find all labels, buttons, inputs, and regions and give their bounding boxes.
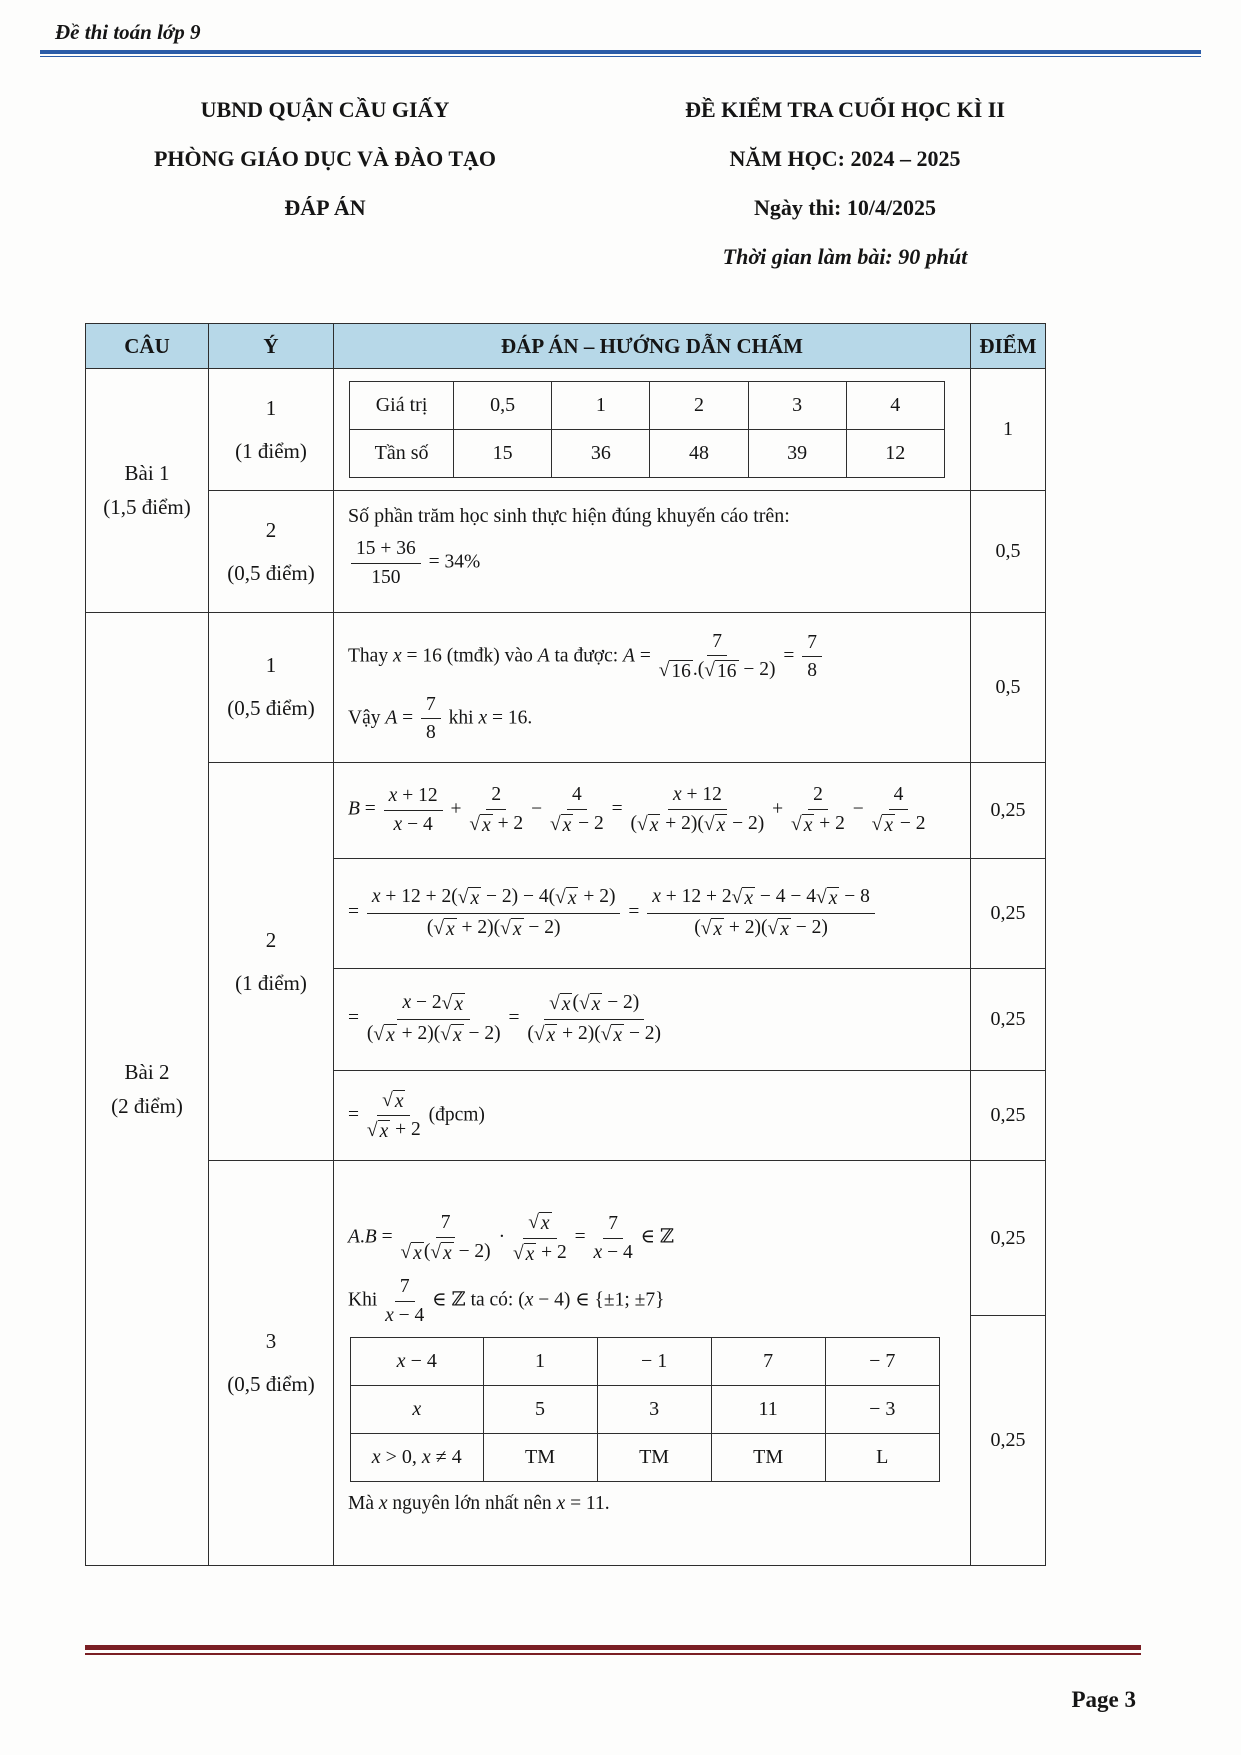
exam-duration: Thời gian làm bài: 90 phút: [722, 243, 968, 269]
table-cell: Giá trị: [350, 382, 454, 430]
table-cell: − 7: [825, 1338, 939, 1386]
score-cell: 0,5: [971, 613, 1046, 763]
table-cell: 1: [483, 1338, 597, 1386]
y-number: 2: [265, 927, 277, 952]
cell-answer-bai1-2: [334, 491, 971, 613]
cell-derivation-4: [334, 1070, 971, 1161]
table-row: [86, 369, 1046, 491]
table-cell: 5: [483, 1386, 597, 1434]
table-cell: 3: [597, 1386, 711, 1434]
y-points: (0,5 điểm): [227, 696, 315, 721]
substitution-formula: Thay x = 16 (tmđk) vào A ta được: A = 7 √ 16 .( √ 16 − 2) = $\frac{7}{8}$: [348, 630, 956, 684]
header-dapan: ĐÁP ÁN – HƯỚNG DẪN CHẤM: [334, 324, 971, 369]
footer-rule: [85, 1645, 1141, 1655]
score-cell: 0,5: [971, 491, 1046, 613]
exam-date: Ngày thi: 10/4/2025: [753, 194, 937, 220]
table-cell: 12: [846, 430, 944, 478]
table-cell: TM: [711, 1434, 825, 1482]
heading-right: [555, 85, 1135, 281]
school-year: NĂM HỌC: 2024 – 2025: [729, 145, 961, 171]
table-row: [86, 762, 1046, 858]
derivation-formula: = x + 12 + 2( √ x − 2) − 4( √ x + 2) ( √ x + 2)( √ x − 2) = x + 12 + 2 √ x − 4 − 4 √ x − 8 ( √ x + 2)( √ x − 2): [348, 885, 956, 941]
derivation-formula: = √ x √ x + 2 (đpcm): [348, 1089, 485, 1143]
table-cell: − 1: [597, 1338, 711, 1386]
cell-derivation-1: [334, 762, 971, 858]
cell-y-bai2-3: [209, 1161, 334, 1566]
derivation-formula: B = $\frac{x + 12}{x - 4}$ + 2 √ x + 2 − 4 √ x − 2 = x + 12 ( √ x + 2)( √ x − 2) + 2 √ x + 2 − 4 √ x − 2: [348, 784, 926, 836]
y-number: 1: [265, 395, 277, 420]
exam-title: ĐỀ KIỂM TRA CUỐI HỌC KÌ II: [685, 96, 1005, 122]
table-row: [86, 1161, 1046, 1316]
page-number: Page 3: [1071, 1687, 1136, 1712]
cell-cau-bai1: [86, 369, 209, 613]
answer-key-label: ĐÁP ÁN: [284, 194, 366, 220]
cell-answer-bai1-1: [334, 369, 971, 491]
cell-answer-bai2-1: [334, 613, 971, 763]
header-y: Ý: [209, 324, 334, 369]
heading-left: [105, 85, 545, 281]
cell-y-bai2-2: [209, 762, 334, 1161]
score-cell: 0,25: [971, 1070, 1046, 1161]
score-cell: 1: [971, 369, 1046, 491]
integer-condition: Khi $\frac{7}{x - 4}$ ∈ ℤ ta có: (x − 4) ∈ {±1; ±7}: [348, 1276, 665, 1326]
table-cell: 39: [748, 430, 846, 478]
table-cell: 2: [650, 382, 748, 430]
table-row: [351, 1434, 940, 1482]
table-cell: 0,5: [454, 382, 552, 430]
table-row: [351, 1338, 940, 1386]
bai2-label: Bài 2: [124, 1059, 170, 1084]
score-cell: 0,25: [971, 762, 1046, 858]
table-row: [86, 491, 1046, 613]
table-cell: x > 0, x ≠ 4: [351, 1434, 484, 1482]
table-cell: 3: [748, 382, 846, 430]
table-cell: − 3: [825, 1386, 939, 1434]
score-cell: 0,25: [971, 1161, 1046, 1316]
cell-derivation-2: [334, 858, 971, 968]
header-rule: [40, 50, 1201, 57]
score-cell: 0,25: [971, 968, 1046, 1070]
org-name-1: UBND QUẬN CẦU GIẤY: [200, 96, 450, 122]
percentage-formula: $\frac{15 + 36}{150}$ = 34%: [348, 537, 956, 589]
table-header-row: [86, 324, 1046, 369]
score-cell: 0,25: [971, 858, 1046, 968]
y-points: (1 điểm): [235, 438, 307, 463]
answer-table: [85, 323, 1046, 1566]
table-cell: x: [351, 1386, 484, 1434]
header-cau: CÂU: [86, 324, 209, 369]
y-points: (0,5 điểm): [227, 560, 315, 585]
table-cell: 1: [552, 382, 650, 430]
conclusion-formula: Vậy A = $\frac{7}{8}$ khi x = 16.: [348, 693, 533, 744]
y-number: 2: [265, 517, 277, 542]
table-cell: 48: [650, 430, 748, 478]
table-cell: 15: [454, 430, 552, 478]
cell-cau-bai2: [86, 613, 209, 1566]
table-row: [350, 430, 945, 478]
bai1-points: (1,5 điểm): [103, 495, 191, 519]
cell-y-bai1-1: [209, 369, 334, 491]
table-cell: 4: [846, 382, 944, 430]
table-row: [351, 1386, 940, 1434]
document-heading: [0, 85, 1241, 281]
table-cell: TM: [483, 1434, 597, 1482]
product-formula: A.B = 7 √ x ( √ x − 2) · √ x √ x + 2 = $\frac{7}{x - 4}$ ∈ ℤ: [348, 1212, 675, 1265]
case-table: [350, 1337, 940, 1482]
table-cell: 11: [711, 1386, 825, 1434]
header-note: Đề thi toán lớp 9: [55, 20, 201, 44]
cell-derivation-3: [334, 968, 971, 1070]
y-points: (1 điểm): [235, 970, 307, 995]
bai1-label: Bài 1: [124, 461, 170, 485]
bai2-points: (2 điểm): [111, 1093, 183, 1118]
final-conclusion: Mà x nguyên lớn nhất nên x = 11.: [348, 1493, 610, 1515]
table-cell: L: [825, 1434, 939, 1482]
table-cell: TM: [597, 1434, 711, 1482]
cell-y-bai2-1: [209, 613, 334, 763]
table-cell: 36: [552, 430, 650, 478]
table-row: [350, 382, 945, 430]
y-points: (0,5 điểm): [227, 1372, 315, 1397]
cell-answer-bai2-3: [334, 1161, 971, 1566]
table-cell: 7: [711, 1338, 825, 1386]
cell-y-bai1-2: [209, 491, 334, 613]
table-row: [86, 613, 1046, 763]
score-cell: 0,25: [971, 1316, 1046, 1566]
table-cell: Tần số: [350, 430, 454, 478]
org-name-2: PHÒNG GIÁO DỤC VÀ ĐÀO TẠO: [153, 145, 497, 171]
y-number: 3: [265, 1329, 277, 1354]
header-diem: ĐIỂM: [971, 324, 1046, 369]
percentage-text: Số phần trăm học sinh thực hiện đúng khuyến cáo trên:: [348, 505, 790, 528]
y-number: 1: [265, 653, 277, 678]
table-cell: x − 4: [351, 1338, 484, 1386]
frequency-table: [349, 381, 945, 478]
derivation-formula: = x − 2 √ x ( √ x + 2)( √ x − 2) = √ x ( √ x − 2) ( √ x + 2)( √ x − 2): [348, 992, 662, 1046]
